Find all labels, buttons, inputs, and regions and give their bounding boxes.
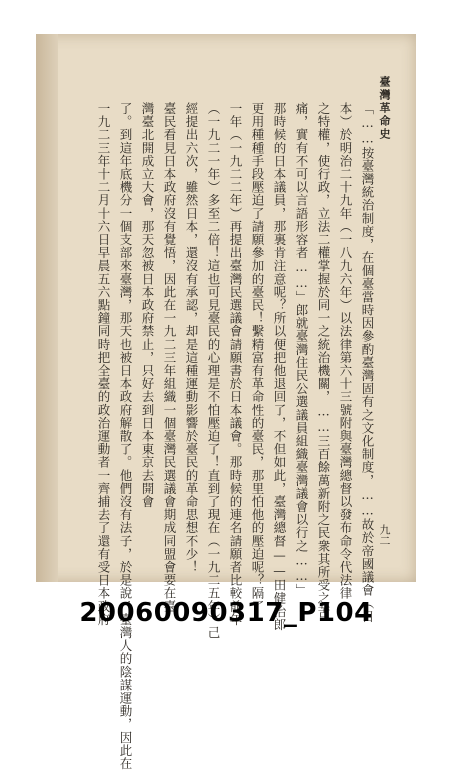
text-line-5: 那時候的日本議員，那裏肯注意呢？所以便把他退回了，不但如此，臺灣總督——田健治郎 bbox=[272, 102, 287, 631]
text-line-13: 一九二三年十二月十六日早晨五六點鐘同時把全臺的政治運動者一齊捕去了還有受日本政府 bbox=[96, 102, 111, 626]
text-line-6: 更用種種手段壓迫了請願參加的臺民！繫精富有革命性的臺民，那里怕他的壓迫呢？隔了 bbox=[250, 102, 265, 613]
text-line-3: 之特權，使行政，立法二權掌握於同一之統治機關，……三百餘萬新附之民衆其所受之苦 bbox=[316, 102, 331, 618]
text-line-1: 「……按臺灣統治制度，在個臺當時因參酌臺灣固有之文化制度，……故於帝國議會（日 bbox=[360, 102, 375, 623]
text-line-10: 臺民看見日本政府沒有覺悟，因此在一九二三年組織一個臺灣民選議會期成同盟會要在臺 bbox=[162, 102, 177, 613]
text-line-7: 一年（一九二二年）再提出臺灣民選議會請願書於日本議會。那時候的連名請願者比較前年 bbox=[228, 102, 243, 626]
image-caption: 20060090317_P104 bbox=[79, 598, 373, 628]
text-line-2: 本）於明治二十九年（一八九六年）以法律第六十三號附與臺灣總督以發布命令代法律 bbox=[338, 102, 353, 600]
text-line-12: 了。到這年底機分一個支部來臺灣，那天也被日本政府解散了。他們沒有法子，於是說：臺灣人的陰謀運動，因此在 bbox=[118, 102, 133, 770]
page-number: 九二 bbox=[378, 524, 391, 546]
page-edge bbox=[36, 34, 58, 582]
text-line-9: 經提出六次，雖然日本，還沒有承認，却是這種運動影響於臺民的革命思想不少！ bbox=[184, 102, 199, 574]
running-title: 臺灣革命史 bbox=[378, 76, 391, 141]
text-line-8: （一九二一年）多至二倍！這也可見臺民的心理是不怕壓迫了！直到了現在（一九二五年）己 bbox=[206, 102, 221, 640]
text-line-4: 痛，實有不可以言語形容者……」郎就臺灣住民公選議員組織臺灣議會以行之……」 bbox=[294, 102, 309, 597]
text-line-11: 灣臺北開成立大會，那天忽被日本政府禁止，只好去到日本東京去開會 bbox=[140, 102, 155, 509]
